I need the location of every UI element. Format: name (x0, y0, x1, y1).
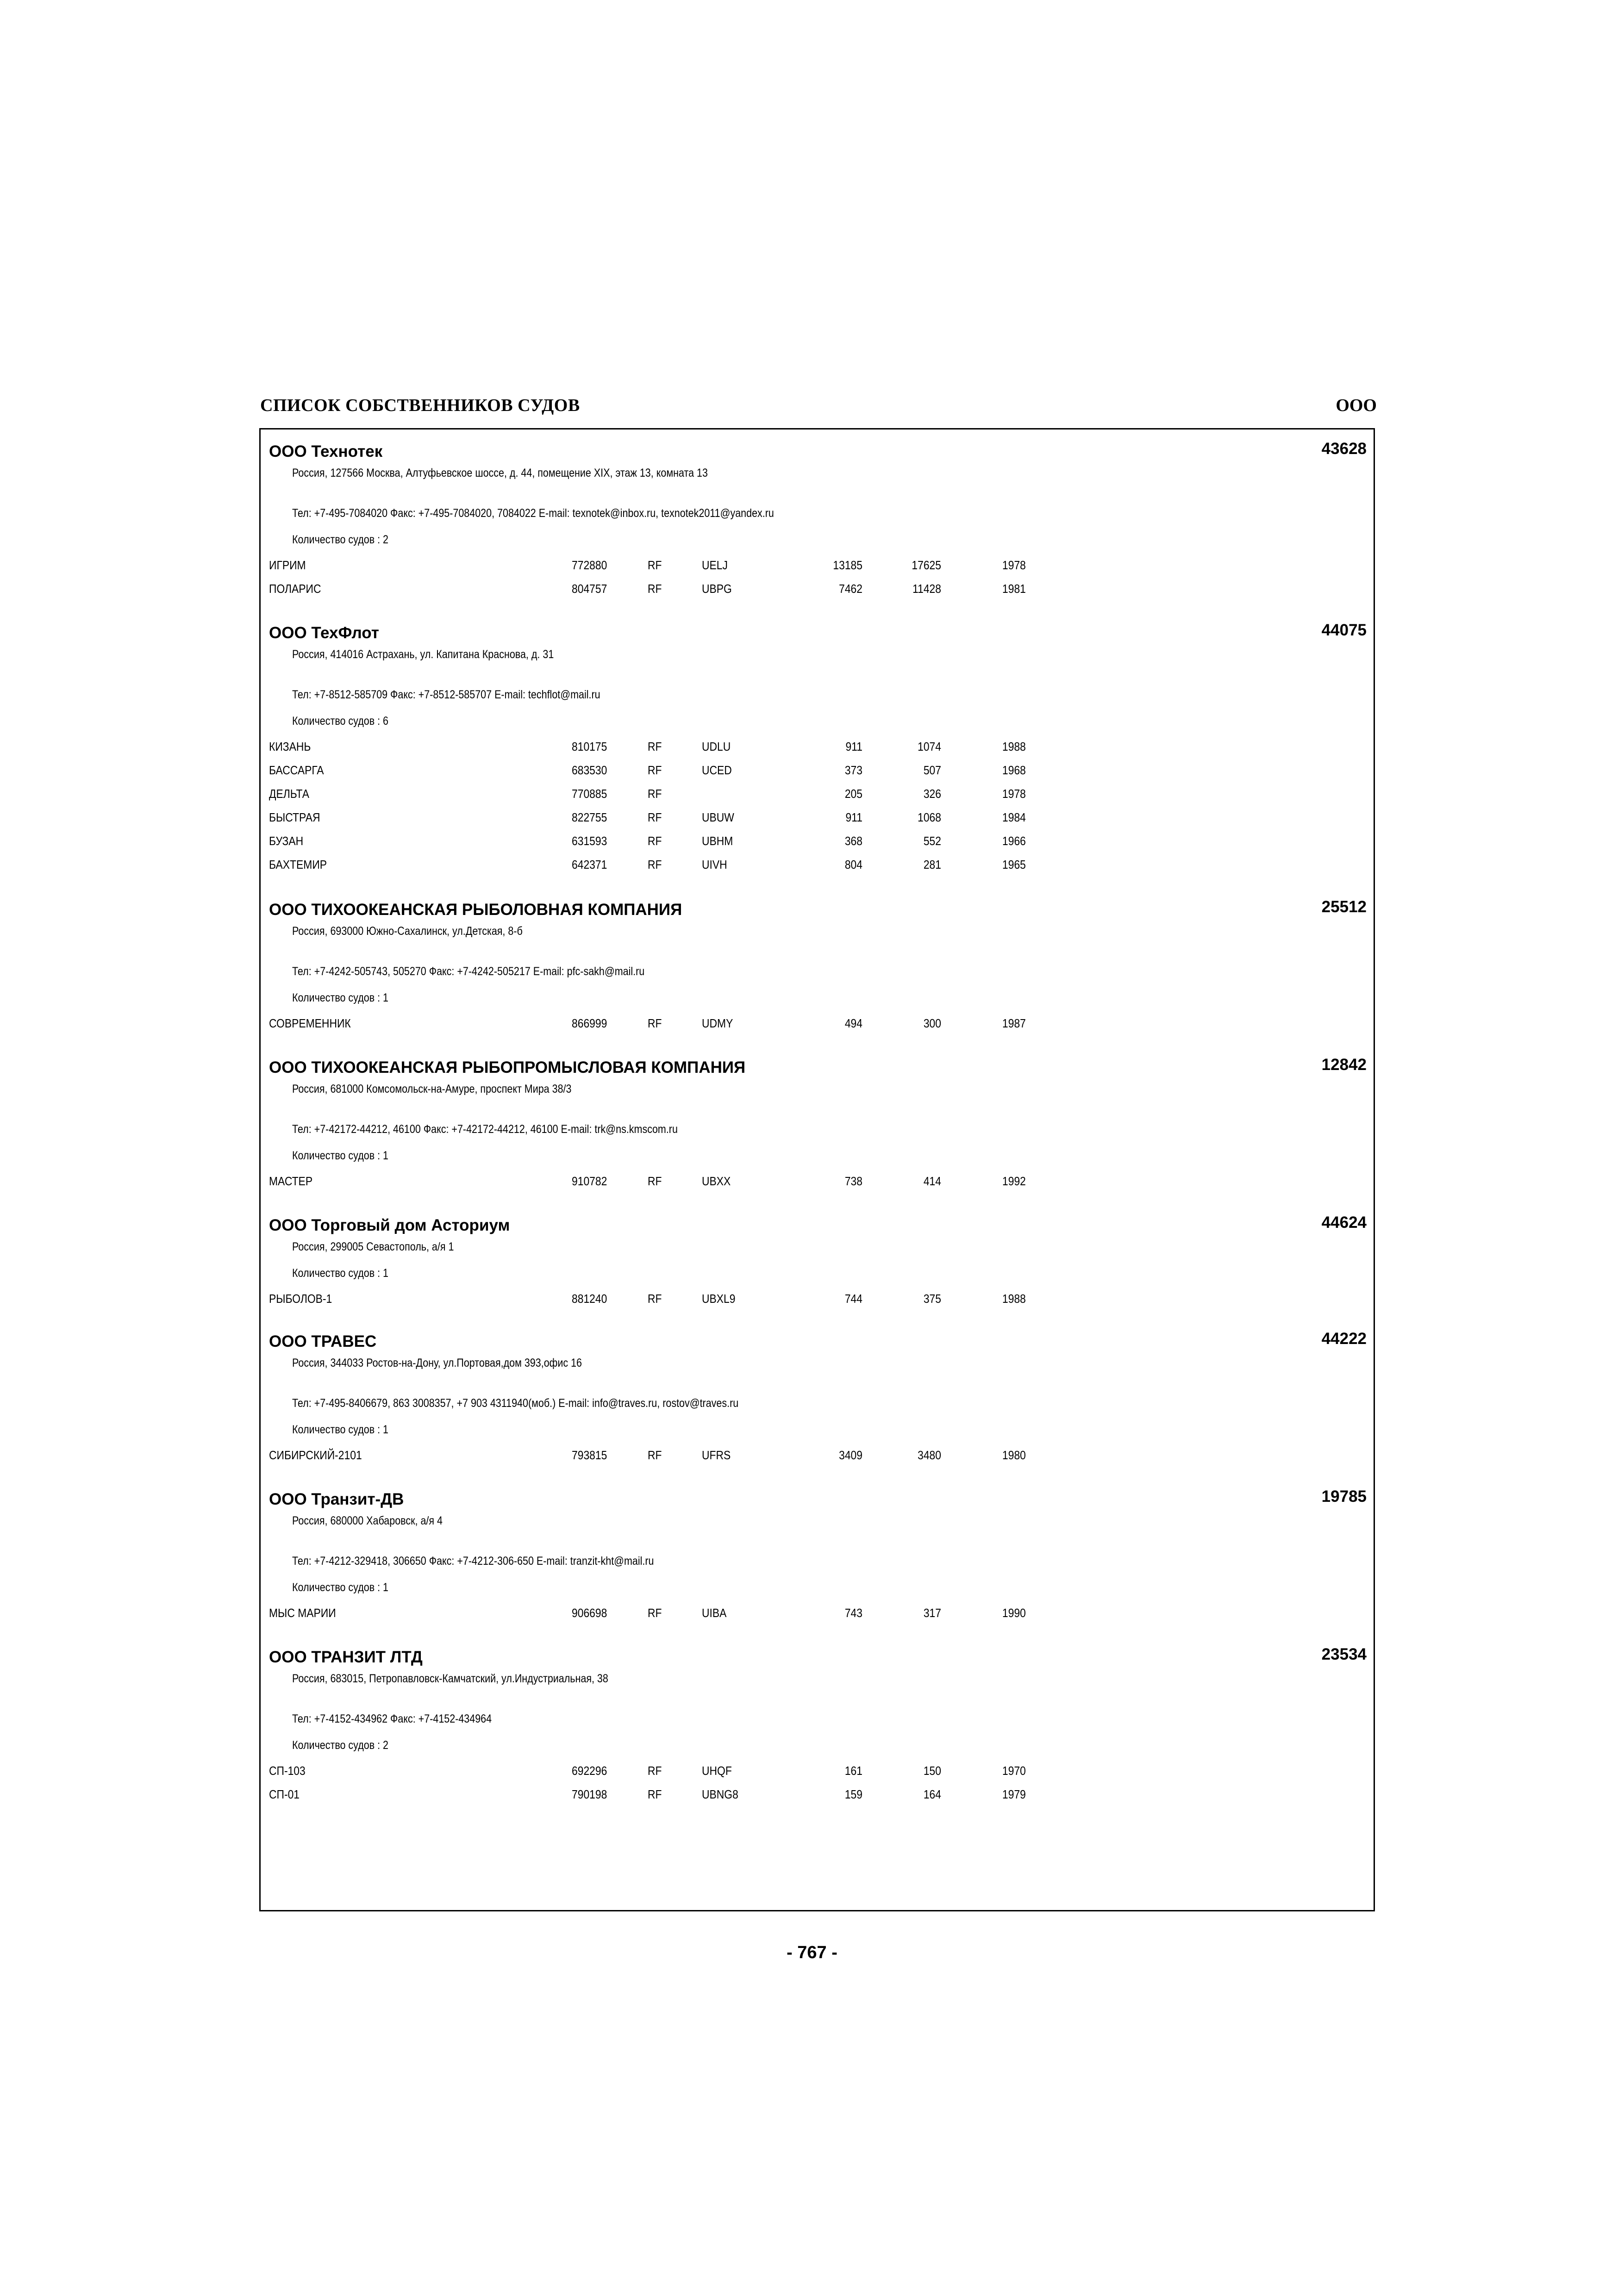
ship-callsign: UCED (702, 763, 732, 777)
ship-name: ИГРИМ (269, 558, 306, 572)
ship-name: СП-103 (269, 1764, 306, 1778)
ship-deadweight: 3480 (918, 1448, 941, 1462)
ship-deadweight: 1074 (918, 740, 941, 753)
owner-address: Россия, 414016 Астрахань, ул. Капитана Краснова, д. 31 (292, 648, 554, 661)
ship-year: 1965 (1002, 858, 1026, 871)
ship-deadweight: 281 (923, 858, 941, 871)
ship-number: 881240 (572, 1292, 607, 1306)
ship-row (261, 1174, 1374, 1193)
ship-row (261, 1764, 1374, 1782)
ship-flag: RF (648, 1606, 662, 1620)
ship-name: БАССАРГА (269, 763, 324, 777)
ship-callsign: UDMY (702, 1016, 733, 1030)
ship-callsign: UBNG8 (702, 1787, 738, 1801)
ship-name: БЫСТРАЯ (269, 810, 320, 824)
ship-count: Количество судов : 6 (292, 715, 389, 728)
owner-code: 43628 (1321, 440, 1367, 458)
ship-row (261, 1292, 1374, 1310)
ship-number: 770885 (572, 787, 607, 801)
ship-number: 793815 (572, 1448, 607, 1462)
ship-row (261, 810, 1374, 829)
ship-flag: RF (648, 1787, 662, 1801)
ship-year: 1988 (1002, 1292, 1026, 1306)
ship-name: РЫБОЛОВ-1 (269, 1292, 332, 1306)
ship-number: 772880 (572, 558, 607, 572)
owner-contacts: Тел: +7-4152-434962 Факс: +7-4152-434964 (292, 1712, 492, 1725)
ship-flag: RF (648, 558, 662, 572)
ship-year: 1987 (1002, 1016, 1026, 1030)
ship-year: 1988 (1002, 740, 1026, 753)
ship-deadweight: 300 (923, 1016, 941, 1030)
ship-row (261, 763, 1374, 782)
owner-code: 44222 (1321, 1330, 1367, 1348)
owners-frame (259, 428, 1375, 1911)
ship-year: 1992 (1002, 1174, 1026, 1188)
owner-name: ООО ТИХООКЕАНСКАЯ РЫБОЛОВНАЯ КОМПАНИЯ (269, 901, 682, 919)
ship-row (261, 740, 1374, 758)
ship-year: 1966 (1002, 834, 1026, 848)
ship-gross-tonnage: 13185 (833, 558, 862, 572)
ship-row (261, 1016, 1374, 1035)
ship-callsign: UBXL9 (702, 1292, 736, 1306)
ship-deadweight: 414 (923, 1174, 941, 1188)
ship-name: ДЕЛЬТА (269, 787, 309, 801)
ship-callsign: UBPG (702, 582, 732, 596)
ship-name: СП-01 (269, 1787, 300, 1801)
ship-callsign: UELJ (702, 558, 728, 572)
ship-flag: RF (648, 582, 662, 596)
ship-deadweight: 11428 (912, 582, 941, 596)
ship-callsign: UHQF (702, 1764, 732, 1778)
ship-year: 1978 (1002, 787, 1026, 801)
owner-address: Россия, 344033 Ростов-на-Дону, ул.Портовая,дом 393,офис 16 (292, 1356, 582, 1369)
ship-name: МАСТЕР (269, 1174, 313, 1188)
ship-flag: RF (648, 858, 662, 871)
ship-row (261, 787, 1374, 805)
owner-name: ООО ТРАВЕС (269, 1332, 377, 1350)
ship-flag: RF (648, 763, 662, 777)
ship-row (261, 1448, 1374, 1467)
ship-flag: RF (648, 834, 662, 848)
ship-number: 910782 (572, 1174, 607, 1188)
owner-contacts: Тел: +7-4212-329418, 306650 Факс: +7-4212-306-650 E-mail: tranzit-kht@mail.ru (292, 1555, 654, 1568)
owner-address: Россия, 680000 Хабаровск, а/я 4 (292, 1514, 443, 1527)
page-title: СПИСОК СОБСТВЕННИКОВ СУДОВ (260, 396, 580, 415)
owner-name: ООО Технотек (269, 442, 383, 460)
ship-deadweight: 326 (923, 787, 941, 801)
ship-deadweight: 375 (923, 1292, 941, 1306)
ship-name: ПОЛАРИС (269, 582, 321, 596)
ship-name: КИЗАНЬ (269, 740, 311, 753)
ship-gross-tonnage: 911 (845, 810, 862, 824)
ship-name: БАХТЕМИР (269, 858, 327, 871)
ship-number: 804757 (572, 582, 607, 596)
ship-callsign: UBHM (702, 834, 733, 848)
owner-contacts: Тел: +7-42172-44212, 46100 Факс: +7-42172-44212, 46100 E-mail: trk@ns.kmscom.ru (292, 1123, 678, 1136)
ship-deadweight: 164 (923, 1787, 941, 1801)
owner-contacts: Тел: +7-495-7084020 Факс: +7-495-7084020, 7084022 E-mail: texnotek@inbox.ru, texnotek2011@yandex.ru (292, 507, 774, 520)
ship-flag: RF (648, 1174, 662, 1188)
ship-gross-tonnage: 743 (844, 1606, 862, 1620)
ship-flag: RF (648, 1016, 662, 1030)
ship-number: 692296 (572, 1764, 607, 1778)
ship-gross-tonnage: 205 (844, 787, 862, 801)
ship-deadweight: 150 (923, 1764, 941, 1778)
ship-row (261, 834, 1374, 852)
ship-year: 1981 (1002, 582, 1026, 596)
owner-address: Россия, 299005 Севастополь, а/я 1 (292, 1240, 454, 1253)
owner-code: 44624 (1321, 1213, 1367, 1232)
owner-address: Россия, 683015, Петропавловск-Камчатский, ул.Индустриальная, 38 (292, 1672, 608, 1685)
ship-year: 1984 (1002, 810, 1026, 824)
ship-flag: RF (648, 1292, 662, 1306)
owner-contacts: Тел: +7-4242-505743, 505270 Факс: +7-4242-505217 E-mail: pfc-sakh@mail.ru (292, 965, 645, 978)
owner-contacts: Тел: +7-495-8406679, 863 3008357, +7 903 4311940(моб.) E-mail: info@traves.ru, rostov@traves.ru (292, 1397, 739, 1410)
owner-code: 12842 (1321, 1056, 1367, 1074)
ship-deadweight: 507 (923, 763, 941, 777)
owner-address: Россия, 127566 Москва, Алтуфьевское шоссе, д. 44, помещение XIX, этаж 13, комната 13 (292, 467, 708, 479)
owner-name: ООО Транзит-ДВ (269, 1490, 404, 1508)
ship-gross-tonnage: 373 (844, 763, 862, 777)
ship-count: Количество судов : 1 (292, 1423, 389, 1436)
ship-row (261, 858, 1374, 876)
ship-callsign: UBUW (702, 810, 734, 824)
owner-address: Россия, 693000 Южно-Сахалинск, ул.Детская, 8-б (292, 925, 523, 938)
ship-gross-tonnage: 7462 (839, 582, 862, 596)
ship-gross-tonnage: 804 (844, 858, 862, 871)
ship-number: 906698 (572, 1606, 607, 1620)
owner-code: 44075 (1321, 621, 1367, 639)
ship-callsign: UDLU (702, 740, 731, 753)
ship-gross-tonnage: 161 (844, 1764, 862, 1778)
ship-deadweight: 17625 (912, 558, 941, 572)
ship-year: 1990 (1002, 1606, 1026, 1620)
ship-row (261, 582, 1374, 600)
owner-name: ООО ТехФлот (269, 624, 379, 642)
ship-count: Количество судов : 1 (292, 1581, 389, 1594)
ship-count: Количество судов : 1 (292, 991, 389, 1004)
ship-number: 790198 (572, 1787, 607, 1801)
ship-year: 1978 (1002, 558, 1026, 572)
ship-name: БУЗАН (269, 834, 304, 848)
ship-count: Количество судов : 2 (292, 533, 389, 546)
ship-count: Количество судов : 1 (292, 1267, 389, 1280)
section-letters: ООО (1336, 396, 1377, 415)
ship-year: 1979 (1002, 1787, 1026, 1801)
ship-flag: RF (648, 1448, 662, 1462)
page-header (260, 392, 1377, 420)
ship-year: 1980 (1002, 1448, 1026, 1462)
ship-year: 1968 (1002, 763, 1026, 777)
ship-deadweight: 1068 (918, 810, 941, 824)
ship-gross-tonnage: 911 (845, 740, 862, 753)
ship-gross-tonnage: 744 (844, 1292, 862, 1306)
ship-year: 1970 (1002, 1764, 1026, 1778)
ship-count: Количество судов : 1 (292, 1149, 389, 1162)
ship-deadweight: 317 (923, 1606, 941, 1620)
ship-name: МЫС МАРИИ (269, 1606, 336, 1620)
ship-gross-tonnage: 3409 (839, 1448, 862, 1462)
owner-name: ООО ТИХООКЕАНСКАЯ РЫБОПРОМЫСЛОВАЯ КОМПАНИЯ (269, 1058, 746, 1076)
owner-code: 25512 (1321, 898, 1367, 916)
ship-gross-tonnage: 738 (844, 1174, 862, 1188)
ship-gross-tonnage: 159 (844, 1787, 862, 1801)
ship-count: Количество судов : 2 (292, 1739, 389, 1752)
owner-code: 23534 (1321, 1645, 1367, 1663)
ship-flag: RF (648, 787, 662, 801)
owner-code: 19785 (1321, 1487, 1367, 1506)
owner-contacts: Тел: +7-8512-585709 Факс: +7-8512-585707 E-mail: techflot@mail.ru (292, 688, 600, 701)
page-number: - 767 - (787, 1943, 837, 1962)
ship-number: 642371 (572, 858, 607, 871)
ship-flag: RF (648, 740, 662, 753)
ship-number: 631593 (572, 834, 607, 848)
ship-row (261, 1606, 1374, 1624)
ship-number: 810175 (572, 740, 607, 753)
ship-number: 683530 (572, 763, 607, 777)
ship-callsign: UIBA (702, 1606, 727, 1620)
ship-name: СИБИРСКИЙ-2101 (269, 1448, 362, 1462)
ship-number: 822755 (572, 810, 607, 824)
ship-gross-tonnage: 494 (844, 1016, 862, 1030)
ship-callsign: UIVH (702, 858, 727, 871)
ship-flag: RF (648, 810, 662, 824)
owner-name: ООО ТРАНЗИТ ЛТД (269, 1648, 423, 1666)
ship-row (261, 558, 1374, 577)
ship-callsign: UFRS (702, 1448, 731, 1462)
ship-number: 866999 (572, 1016, 607, 1030)
owner-name: ООО Торговый дом Асториум (269, 1216, 510, 1234)
ship-callsign: UBXX (702, 1174, 731, 1188)
ship-deadweight: 552 (923, 834, 941, 848)
ship-gross-tonnage: 368 (844, 834, 862, 848)
ship-flag: RF (648, 1764, 662, 1778)
ship-name: СОВРЕМЕННИК (269, 1016, 351, 1030)
owner-address: Россия, 681000 Комсомольск-на-Амуре, проспект Мира 38/3 (292, 1083, 572, 1095)
ship-row (261, 1787, 1374, 1806)
